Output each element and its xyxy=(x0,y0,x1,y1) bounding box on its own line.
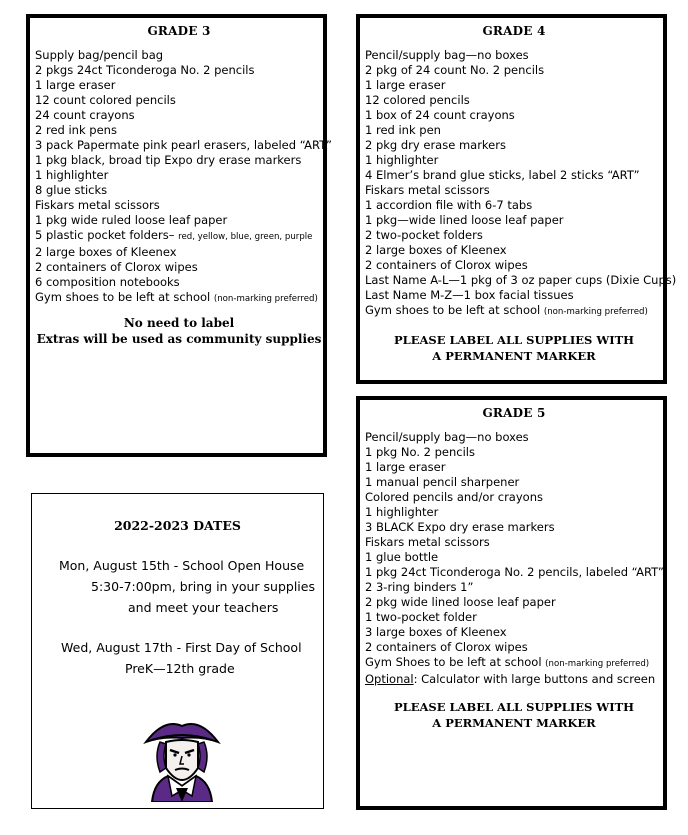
list-item: 12 count colored pencils xyxy=(35,93,176,107)
non-marking-note: (non-marking preferred) xyxy=(545,659,650,669)
list-item: 1 large eraser xyxy=(365,460,446,474)
grade3-title: GRADE 3 xyxy=(147,24,211,38)
folder-colors-note: red, yellow, blue, green, purple xyxy=(178,232,313,242)
list-item: 1 glue bottle xyxy=(365,550,439,564)
list-item: 2 pkg dry erase markers xyxy=(365,138,506,152)
list-item: 2 large boxes of Kleenex xyxy=(35,245,177,259)
list-item: 1 red ink pen xyxy=(365,123,441,137)
list-item: 1 pkg No. 2 pencils xyxy=(365,445,475,459)
dates-title: 2022-2023 DATES xyxy=(114,518,241,533)
grade4-supply-box xyxy=(356,14,677,384)
list-item: Supply bag/pencil bag xyxy=(35,48,164,62)
first-day-grades: PreK—12th grade xyxy=(125,661,235,676)
list-item: Pencil/supply bag—no boxes xyxy=(365,430,529,444)
list-item: 2 3-ring binders 1” xyxy=(365,580,474,594)
list-item: 2 large boxes of Kleenex xyxy=(365,243,507,257)
list-item: 1 pkg—wide lined loose leaf paper xyxy=(365,213,564,227)
list-item: 6 composition notebooks xyxy=(35,275,180,289)
grade3-label-note: No need to label Extras will be used as community supplies xyxy=(36,316,322,346)
list-item: 5 plastic pocket folders– red, yellow, blue, green, purple xyxy=(35,228,313,242)
grade3-supply-list xyxy=(35,48,332,307)
list-item: 1 pkg 24ct Ticonderoga No. 2 pencils, labeled “ART” xyxy=(365,565,664,579)
list-item: 2 pkg wide lined loose leaf paper xyxy=(365,595,556,609)
list-item: 1 highlighter xyxy=(365,505,439,519)
list-item: 2 two-pocket folders xyxy=(365,228,483,242)
list-item: Pencil/supply bag—no boxes xyxy=(365,48,529,62)
patriot-mascot-icon xyxy=(142,716,222,802)
grade4-label-note: PLEASE LABEL ALL SUPPLIES WITH A PERMANENT MARKER xyxy=(393,333,635,363)
list-item: 1 pkg wide ruled loose leaf paper xyxy=(35,213,228,227)
list-item: 12 colored pencils xyxy=(365,93,470,107)
list-item: Colored pencils and/or crayons xyxy=(365,490,543,504)
list-item: Gym shoes to be left at school (non-marking preferred) xyxy=(35,290,318,304)
list-item: 2 pkgs 24ct Ticonderoga No. 2 pencils xyxy=(35,63,255,77)
list-item: 2 containers of Clorox wipes xyxy=(365,640,528,654)
list-item: 3 large boxes of Kleenex xyxy=(365,625,507,639)
list-item: 1 large eraser xyxy=(365,78,446,92)
grade5-supply-box xyxy=(356,396,667,810)
grade3-supply-box xyxy=(26,14,332,457)
list-item: 1 accordion file with 6-7 tabs xyxy=(365,198,533,212)
list-item: 4 Elmer’s brand glue sticks, label 2 sticks “ART” xyxy=(365,168,640,182)
list-item: 1 pkg black, broad tip Expo dry erase markers xyxy=(35,153,302,167)
list-item: 24 count crayons xyxy=(35,108,135,122)
list-item: Fiskars metal scissors xyxy=(365,183,490,197)
open-house-note: and meet your teachers xyxy=(128,600,279,615)
list-item: Gym shoes to be left at school (non-marking preferred) xyxy=(365,303,648,317)
open-house-date: Mon, August 15th - School Open House xyxy=(59,558,305,573)
list-item: Last Name M-Z—1 box facial tissues xyxy=(365,288,574,302)
list-item: 3 pack Papermate pink pearl erasers, labeled “ART” xyxy=(35,138,332,152)
list-item: 3 BLACK Expo dry erase markers xyxy=(365,520,555,534)
list-item: 2 containers of Clorox wipes xyxy=(35,260,198,274)
grade5-supply-list xyxy=(365,430,663,687)
grade5-title: GRADE 5 xyxy=(482,406,546,420)
non-marking-note: (non-marking preferred) xyxy=(543,307,648,317)
dates-box xyxy=(31,493,324,809)
grade4-title: GRADE 4 xyxy=(482,24,546,38)
list-item: 2 red ink pens xyxy=(35,123,117,137)
list-item: 1 highlighter xyxy=(35,168,109,182)
list-item: Gym Shoes to be left at school (non-marking preferred) xyxy=(365,655,650,669)
list-item: Fiskars metal scissors xyxy=(35,198,160,212)
grade5-label-note: PLEASE LABEL ALL SUPPLIES WITH A PERMANENT MARKER xyxy=(393,700,635,730)
list-item: 2 pkg of 24 count No. 2 pencils xyxy=(365,63,545,77)
list-item: Optional: Calculator with large buttons and screen xyxy=(365,672,656,686)
list-item: Fiskars metal scissors xyxy=(365,535,490,549)
list-item: 1 manual pencil sharpener xyxy=(365,475,520,489)
list-item: 2 containers of Clorox wipes xyxy=(365,258,528,272)
first-day-date: Wed, August 17th - First Day of School xyxy=(61,640,302,655)
non-marking-note: (non-marking preferred) xyxy=(213,294,318,304)
optional-label: Optional xyxy=(365,672,414,686)
list-item: 1 box of 24 count crayons xyxy=(365,108,515,122)
list-item: 1 two-pocket folder xyxy=(365,610,477,624)
list-item: 8 glue sticks xyxy=(35,183,108,197)
list-item: 1 highlighter xyxy=(365,153,439,167)
grade4-supply-list xyxy=(365,48,677,320)
open-house-time: 5:30-7:00pm, bring in your supplies xyxy=(91,579,315,594)
list-item: Last Name A-L—1 pkg of 3 oz paper cups (Dixie Cups) xyxy=(365,273,677,287)
list-item: 1 large eraser xyxy=(35,78,116,92)
